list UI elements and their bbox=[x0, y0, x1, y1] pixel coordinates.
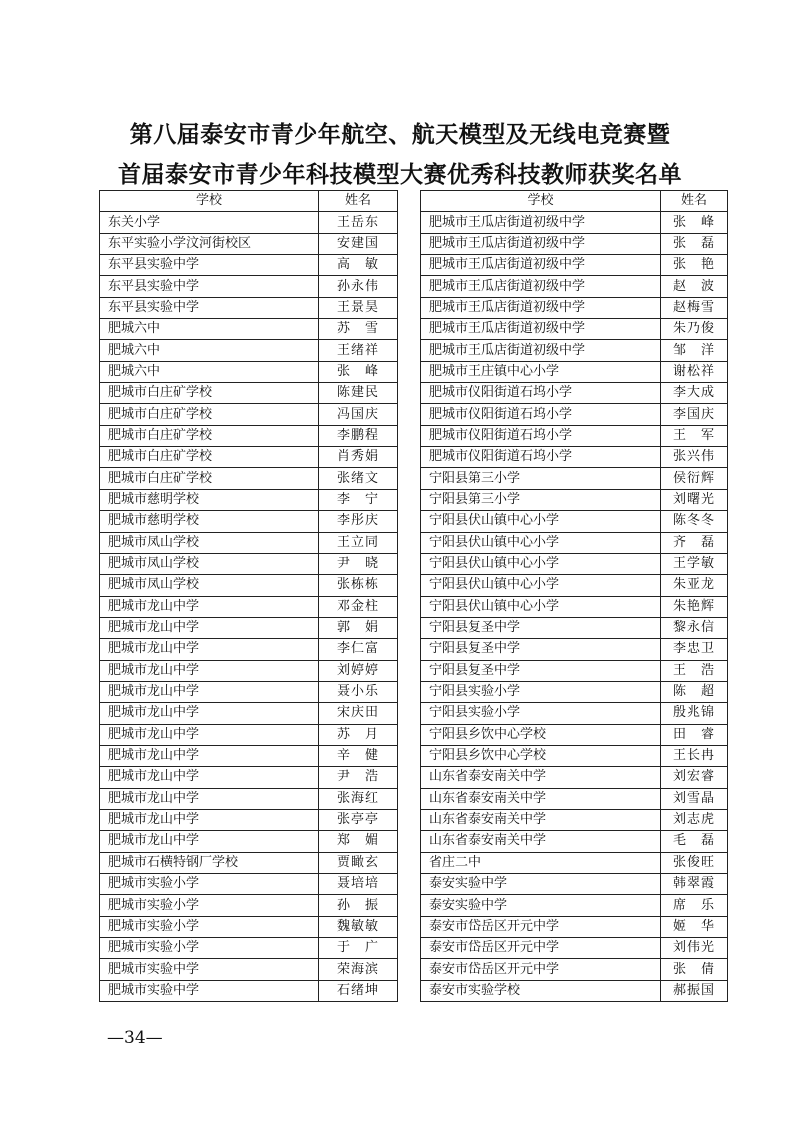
school-cell-left: 肥城市慈明学校 bbox=[100, 511, 319, 532]
school-cell-left: 肥城市白庄矿学校 bbox=[100, 383, 319, 404]
column-gap bbox=[398, 575, 421, 596]
name-cell-right: 王 浩 bbox=[661, 660, 728, 681]
column-gap bbox=[398, 852, 421, 873]
column-gap bbox=[398, 916, 421, 937]
column-gap bbox=[398, 383, 421, 404]
school-cell-left: 肥城市龙山中学 bbox=[100, 745, 319, 766]
column-gap bbox=[398, 297, 421, 318]
school-cell-left: 肥城市石横特钢厂学校 bbox=[100, 852, 319, 873]
name-cell-right: 王学敏 bbox=[661, 553, 728, 574]
name-cell-left: 高 敏 bbox=[319, 255, 398, 276]
school-cell-left: 肥城市龙山中学 bbox=[100, 724, 319, 745]
name-cell-left: 魏敏敏 bbox=[319, 916, 398, 937]
table-row bbox=[100, 745, 728, 766]
school-cell-right: 泰安市岱岳区开元中学 bbox=[421, 916, 661, 937]
school-cell-right: 肥城市仪阳街道石坞小学 bbox=[421, 447, 661, 468]
table-row bbox=[100, 831, 728, 852]
table-row bbox=[100, 532, 728, 553]
column-gap bbox=[398, 874, 421, 895]
school-cell-left: 肥城市白庄矿学校 bbox=[100, 468, 319, 489]
school-cell-right: 宁阳县伏山镇中心小学 bbox=[421, 575, 661, 596]
school-cell-right: 肥城市仪阳街道石坞小学 bbox=[421, 425, 661, 446]
name-cell-left: 刘婷婷 bbox=[319, 660, 398, 681]
name-cell-left: 孙永伟 bbox=[319, 276, 398, 297]
name-cell-right: 郝振国 bbox=[661, 980, 728, 1001]
name-cell-right: 王长冉 bbox=[661, 745, 728, 766]
name-cell-left: 于 广 bbox=[319, 938, 398, 959]
school-cell-right: 肥城市王瓜店街道初级中学 bbox=[421, 276, 661, 297]
school-cell-left: 肥城市慈明学校 bbox=[100, 489, 319, 510]
school-cell-right: 肥城市王庄镇中心小学 bbox=[421, 361, 661, 382]
column-gap bbox=[398, 724, 421, 745]
school-cell-right: 宁阳县伏山镇中心小学 bbox=[421, 553, 661, 574]
school-cell-right: 宁阳县伏山镇中心小学 bbox=[421, 511, 661, 532]
name-cell-left: 石绪坤 bbox=[319, 980, 398, 1001]
school-cell-left: 肥城六中 bbox=[100, 319, 319, 340]
table-row bbox=[100, 383, 728, 404]
name-cell-right: 韩翠霞 bbox=[661, 874, 728, 895]
school-cell-right: 泰安市岱岳区开元中学 bbox=[421, 959, 661, 980]
school-cell-left: 肥城市实验小学 bbox=[100, 916, 319, 937]
table-row bbox=[100, 681, 728, 702]
table-row bbox=[100, 340, 728, 361]
name-cell-left: 荣海滨 bbox=[319, 959, 398, 980]
table-row bbox=[100, 511, 728, 532]
school-cell-left: 肥城市龙山中学 bbox=[100, 703, 319, 724]
award-teacher-table bbox=[99, 190, 728, 1002]
school-cell-right: 肥城市王瓜店街道初级中学 bbox=[421, 233, 661, 254]
column-gap bbox=[398, 895, 421, 916]
column-gap bbox=[398, 361, 421, 382]
school-cell-right: 宁阳县复圣中学 bbox=[421, 639, 661, 660]
table-row bbox=[100, 938, 728, 959]
school-cell-left: 肥城市龙山中学 bbox=[100, 767, 319, 788]
name-cell-right: 陈 超 bbox=[661, 681, 728, 702]
school-cell-right: 肥城市王瓜店街道初级中学 bbox=[421, 319, 661, 340]
table-row bbox=[100, 255, 728, 276]
school-cell-right: 肥城市仪阳街道石坞小学 bbox=[421, 383, 661, 404]
name-cell-right: 姬 华 bbox=[661, 916, 728, 937]
column-gap bbox=[398, 425, 421, 446]
school-cell-left: 东平县实验中学 bbox=[100, 276, 319, 297]
school-cell-left: 肥城市凤山学校 bbox=[100, 575, 319, 596]
table-row bbox=[100, 596, 728, 617]
name-cell-right: 黎永信 bbox=[661, 617, 728, 638]
table-row bbox=[100, 361, 728, 382]
name-cell-left: 尹 浩 bbox=[319, 767, 398, 788]
name-cell-right: 朱乃俊 bbox=[661, 319, 728, 340]
table-row bbox=[100, 617, 728, 638]
name-cell-right: 张兴伟 bbox=[661, 447, 728, 468]
name-cell-right: 谢松祥 bbox=[661, 361, 728, 382]
name-cell-left: 聂小乐 bbox=[319, 681, 398, 702]
column-gap bbox=[398, 788, 421, 809]
table-row bbox=[100, 874, 728, 895]
school-cell-left: 肥城市白庄矿学校 bbox=[100, 447, 319, 468]
column-gap bbox=[398, 233, 421, 254]
school-cell-left: 东平实验小学汶河街校区 bbox=[100, 233, 319, 254]
column-gap bbox=[398, 468, 421, 489]
table-body bbox=[100, 212, 728, 1002]
column-gap bbox=[398, 276, 421, 297]
name-cell-right: 刘曙光 bbox=[661, 489, 728, 510]
column-gap bbox=[398, 617, 421, 638]
table-row bbox=[100, 788, 728, 809]
table-row bbox=[100, 489, 728, 510]
name-cell-left: 郭 娟 bbox=[319, 617, 398, 638]
name-cell-left: 王立同 bbox=[319, 532, 398, 553]
name-cell-right: 刘伟光 bbox=[661, 938, 728, 959]
column-gap bbox=[398, 681, 421, 702]
name-cell-left: 孙 振 bbox=[319, 895, 398, 916]
school-cell-right: 肥城市王瓜店街道初级中学 bbox=[421, 255, 661, 276]
table-row bbox=[100, 319, 728, 340]
school-cell-right: 山东省泰安南关中学 bbox=[421, 809, 661, 830]
column-gap bbox=[398, 340, 421, 361]
column-gap bbox=[398, 404, 421, 425]
name-cell-right: 朱艳辉 bbox=[661, 596, 728, 617]
school-cell-right: 山东省泰安南关中学 bbox=[421, 788, 661, 809]
name-cell-right: 李国庆 bbox=[661, 404, 728, 425]
school-cell-right: 肥城市王瓜店街道初级中学 bbox=[421, 212, 661, 233]
name-cell-right: 殷兆锦 bbox=[661, 703, 728, 724]
school-cell-right: 肥城市王瓜店街道初级中学 bbox=[421, 340, 661, 361]
name-cell-right: 刘志虎 bbox=[661, 809, 728, 830]
header-name-right: 姓名 bbox=[661, 191, 728, 212]
column-gap bbox=[398, 745, 421, 766]
table-row bbox=[100, 724, 728, 745]
column-gap bbox=[398, 980, 421, 1001]
name-cell-right: 陈冬冬 bbox=[661, 511, 728, 532]
column-gap bbox=[398, 596, 421, 617]
table-header-row bbox=[100, 191, 728, 212]
school-cell-right: 肥城市仪阳街道石坞小学 bbox=[421, 404, 661, 425]
school-cell-right: 山东省泰安南关中学 bbox=[421, 831, 661, 852]
column-gap bbox=[398, 191, 421, 212]
column-gap bbox=[398, 959, 421, 980]
school-cell-left: 东平县实验中学 bbox=[100, 255, 319, 276]
school-cell-left: 肥城市凤山学校 bbox=[100, 553, 319, 574]
column-gap bbox=[398, 809, 421, 830]
name-cell-right: 朱亚龙 bbox=[661, 575, 728, 596]
school-cell-right: 山东省泰安南关中学 bbox=[421, 767, 661, 788]
table-row bbox=[100, 425, 728, 446]
table-row bbox=[100, 575, 728, 596]
column-gap bbox=[398, 938, 421, 959]
name-cell-left: 郑 媚 bbox=[319, 831, 398, 852]
school-cell-left: 东平县实验中学 bbox=[100, 297, 319, 318]
school-cell-left: 肥城市实验小学 bbox=[100, 874, 319, 895]
name-cell-right: 张 磊 bbox=[661, 233, 728, 254]
school-cell-right: 宁阳县伏山镇中心小学 bbox=[421, 596, 661, 617]
name-cell-right: 齐 磊 bbox=[661, 532, 728, 553]
school-cell-left: 肥城市龙山中学 bbox=[100, 617, 319, 638]
school-cell-left: 肥城市龙山中学 bbox=[100, 639, 319, 660]
name-cell-left: 王岳东 bbox=[319, 212, 398, 233]
school-cell-right: 泰安实验中学 bbox=[421, 874, 661, 895]
table-row bbox=[100, 276, 728, 297]
name-cell-left: 王景昊 bbox=[319, 297, 398, 318]
name-cell-left: 李仁富 bbox=[319, 639, 398, 660]
school-cell-left: 肥城市龙山中学 bbox=[100, 809, 319, 830]
name-cell-left: 辛 健 bbox=[319, 745, 398, 766]
name-cell-left: 苏 雪 bbox=[319, 319, 398, 340]
name-cell-left: 张海红 bbox=[319, 788, 398, 809]
name-cell-left: 张绪文 bbox=[319, 468, 398, 489]
name-cell-left: 陈建民 bbox=[319, 383, 398, 404]
name-cell-left: 尹 晓 bbox=[319, 553, 398, 574]
name-cell-right: 刘雪晶 bbox=[661, 788, 728, 809]
name-cell-left: 王绪祥 bbox=[319, 340, 398, 361]
name-cell-left: 张亭亭 bbox=[319, 809, 398, 830]
header-school-right: 学校 bbox=[421, 191, 661, 212]
table-row bbox=[100, 895, 728, 916]
name-cell-right: 邹 洋 bbox=[661, 340, 728, 361]
table-row bbox=[100, 233, 728, 254]
column-gap bbox=[398, 639, 421, 660]
name-cell-right: 田 睿 bbox=[661, 724, 728, 745]
column-gap bbox=[398, 767, 421, 788]
name-cell-right: 毛 磊 bbox=[661, 831, 728, 852]
name-cell-right: 李忠卫 bbox=[661, 639, 728, 660]
name-cell-right: 赵梅雪 bbox=[661, 297, 728, 318]
column-gap bbox=[398, 255, 421, 276]
school-cell-right: 宁阳县第三小学 bbox=[421, 489, 661, 510]
school-cell-right: 宁阳县实验小学 bbox=[421, 703, 661, 724]
name-cell-right: 张 艳 bbox=[661, 255, 728, 276]
table-row bbox=[100, 916, 728, 937]
name-cell-left: 聂培培 bbox=[319, 874, 398, 895]
table-row bbox=[100, 468, 728, 489]
name-cell-left: 冯国庆 bbox=[319, 404, 398, 425]
school-cell-left: 肥城市龙山中学 bbox=[100, 596, 319, 617]
school-cell-right: 肥城市王瓜店街道初级中学 bbox=[421, 297, 661, 318]
school-cell-left: 肥城市实验中学 bbox=[100, 959, 319, 980]
column-gap bbox=[398, 553, 421, 574]
column-gap bbox=[398, 660, 421, 681]
name-cell-left: 肖秀娟 bbox=[319, 447, 398, 468]
table-row bbox=[100, 404, 728, 425]
table-row bbox=[100, 959, 728, 980]
school-cell-left: 肥城市实验小学 bbox=[100, 938, 319, 959]
name-cell-right: 王 军 bbox=[661, 425, 728, 446]
header-name-left: 姓名 bbox=[319, 191, 398, 212]
column-gap bbox=[398, 703, 421, 724]
column-gap bbox=[398, 447, 421, 468]
column-gap bbox=[398, 212, 421, 233]
table-row bbox=[100, 447, 728, 468]
name-cell-left: 张栋栋 bbox=[319, 575, 398, 596]
school-cell-left: 肥城市龙山中学 bbox=[100, 660, 319, 681]
name-cell-right: 张俊旺 bbox=[661, 852, 728, 873]
page-number: —34— bbox=[107, 1028, 163, 1048]
school-cell-left: 肥城市龙山中学 bbox=[100, 831, 319, 852]
column-gap bbox=[398, 532, 421, 553]
school-cell-right: 宁阳县乡饮中心学校 bbox=[421, 724, 661, 745]
school-cell-left: 肥城六中 bbox=[100, 340, 319, 361]
name-cell-right: 侯衍辉 bbox=[661, 468, 728, 489]
document-title-line-1: 第八届泰安市青少年航空、航天模型及无线电竞赛暨 bbox=[129, 121, 671, 148]
table-row bbox=[100, 703, 728, 724]
school-cell-right: 泰安市实验学校 bbox=[421, 980, 661, 1001]
name-cell-right: 张 倩 bbox=[661, 959, 728, 980]
school-cell-right: 省庄二中 bbox=[421, 852, 661, 873]
school-cell-left: 东关小学 bbox=[100, 212, 319, 233]
document-title-line-2: 首届泰安市青少年科技模型大赛优秀科技教师获奖名单 bbox=[118, 161, 682, 188]
table-row bbox=[100, 809, 728, 830]
name-cell-left: 贾瞰玄 bbox=[319, 852, 398, 873]
school-cell-left: 肥城市凤山学校 bbox=[100, 532, 319, 553]
school-cell-left: 肥城六中 bbox=[100, 361, 319, 382]
table-row bbox=[100, 660, 728, 681]
school-cell-right: 泰安市岱岳区开元中学 bbox=[421, 938, 661, 959]
school-cell-right: 宁阳县复圣中学 bbox=[421, 617, 661, 638]
school-cell-left: 肥城市实验小学 bbox=[100, 895, 319, 916]
name-cell-right: 李大成 bbox=[661, 383, 728, 404]
name-cell-left: 安建国 bbox=[319, 233, 398, 254]
school-cell-right: 泰安实验中学 bbox=[421, 895, 661, 916]
name-cell-left: 邓金柱 bbox=[319, 596, 398, 617]
school-cell-left: 肥城市实验中学 bbox=[100, 980, 319, 1001]
name-cell-right: 赵 波 bbox=[661, 276, 728, 297]
school-cell-right: 宁阳县第三小学 bbox=[421, 468, 661, 489]
name-cell-left: 李 宁 bbox=[319, 489, 398, 510]
name-cell-left: 宋庆田 bbox=[319, 703, 398, 724]
name-cell-left: 李鹏程 bbox=[319, 425, 398, 446]
table-row bbox=[100, 212, 728, 233]
column-gap bbox=[398, 319, 421, 340]
school-cell-left: 肥城市龙山中学 bbox=[100, 681, 319, 702]
school-cell-left: 肥城市白庄矿学校 bbox=[100, 404, 319, 425]
school-cell-right: 宁阳县乡饮中心学校 bbox=[421, 745, 661, 766]
table-row bbox=[100, 767, 728, 788]
name-cell-right: 刘宏睿 bbox=[661, 767, 728, 788]
table-row bbox=[100, 553, 728, 574]
column-gap bbox=[398, 831, 421, 852]
column-gap bbox=[398, 489, 421, 510]
school-cell-left: 肥城市白庄矿学校 bbox=[100, 425, 319, 446]
table-row bbox=[100, 852, 728, 873]
school-cell-right: 宁阳县复圣中学 bbox=[421, 660, 661, 681]
name-cell-left: 苏 月 bbox=[319, 724, 398, 745]
school-cell-left: 肥城市龙山中学 bbox=[100, 788, 319, 809]
table-row bbox=[100, 297, 728, 318]
school-cell-right: 宁阳县实验小学 bbox=[421, 681, 661, 702]
table-row bbox=[100, 980, 728, 1001]
header-school-left: 学校 bbox=[100, 191, 319, 212]
school-cell-right: 宁阳县伏山镇中心小学 bbox=[421, 532, 661, 553]
name-cell-right: 张 峰 bbox=[661, 212, 728, 233]
name-cell-right: 席 乐 bbox=[661, 895, 728, 916]
column-gap bbox=[398, 511, 421, 532]
table-row bbox=[100, 639, 728, 660]
name-cell-left: 李彤庆 bbox=[319, 511, 398, 532]
name-cell-left: 张 峰 bbox=[319, 361, 398, 382]
